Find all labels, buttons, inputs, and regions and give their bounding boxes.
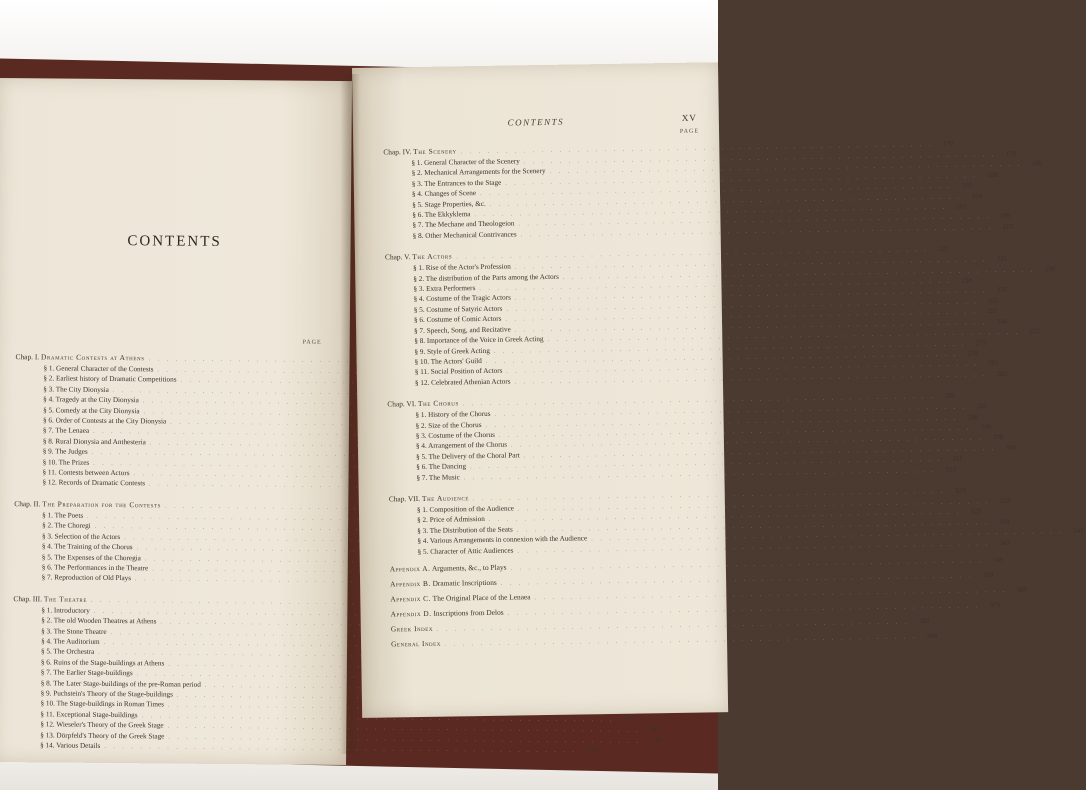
section-title: § 6. The Dancing [416, 462, 467, 472]
right-page [352, 62, 1084, 718]
section-title: § 6. Costume of Comic Actors [413, 314, 502, 325]
chapter-page: 221 [938, 244, 949, 254]
section-title: § 9. Puchstein's Theory of the Stage-buildings [40, 689, 173, 699]
section-title: § 2. Earliest history of Dramatic Competitions [43, 374, 177, 384]
section-title: § 2. The old Wooden Theatres at Athens [41, 616, 157, 626]
contents-heading: CONTENTS [127, 233, 222, 250]
section-page: 341 [1073, 526, 1084, 535]
section-title: § 4. The Training of the Chorus [41, 542, 133, 552]
chapter-name: The Scenery [413, 146, 457, 157]
section-title: § 8. Other Mechanical Contrivances [412, 230, 517, 240]
chapter-number: Chap. III. [13, 593, 43, 604]
appendix-row [390, 631, 938, 649]
dot-leader [501, 573, 974, 586]
section-title: § 2. The Choregi [42, 521, 91, 531]
appendix-page: 368 [1016, 585, 1028, 594]
chapter-row [14, 499, 320, 511]
section-page: 230 [1044, 264, 1056, 273]
section-title: § 1. General Character of the Contests [43, 364, 154, 374]
section-page: 266 [996, 317, 1008, 326]
section-page: 234 [961, 276, 972, 285]
section-page: 282 [996, 369, 1008, 378]
appendix-title [391, 639, 441, 649]
chapter-number: Chap. VI. [387, 399, 417, 409]
appendix-page: 349 [992, 555, 1003, 565]
chapter-number: Chap. IV. [383, 147, 412, 157]
appendix-title [391, 608, 504, 619]
section-title: § 5. Comedy at the City Dionysia [43, 406, 140, 415]
section-title: § 8. Importance of the Voice in Greek Acting [414, 335, 544, 346]
section-page: 186 [1031, 159, 1043, 168]
chapter-name: The Preparation for the Contests [42, 499, 162, 510]
dot-leader [508, 603, 981, 616]
section-title: § 1. History of the Chorus [415, 409, 491, 420]
appendix-row [390, 585, 1028, 604]
page-column-label: PAGE [302, 339, 322, 346]
section-page: 237 [996, 286, 1008, 295]
appendix-name: The Original Place of the Lenaea [432, 592, 531, 603]
appendix-row [389, 555, 1003, 574]
section-title: § 8. Rural Dionysia and Anthesteria [42, 437, 146, 447]
appendix-page: 382 [918, 617, 930, 626]
appendix-row [390, 617, 930, 634]
section-title: § 1. Composition of the Audience [416, 504, 515, 515]
section-title: § 4. The Auditorium [41, 637, 100, 646]
section-title: § 10. The Prizes [42, 458, 90, 467]
running-head: CONTENTS [507, 116, 565, 128]
chapter-title [389, 493, 469, 503]
section-page: 323 [999, 496, 1011, 505]
appendix-title [391, 624, 433, 634]
right-toc [383, 132, 1084, 651]
appendix-number: Greek Index [390, 623, 433, 634]
section-title: § 7. The Earlier Stage-buildings [40, 668, 133, 678]
section-page: 174 [586, 746, 597, 755]
section-title: § 2. Size of the Chorus [415, 420, 482, 430]
section-title: § 6. The Performances in the Theatre [41, 563, 149, 573]
chapter-number: Chap. V. [384, 252, 411, 262]
dot-leader [534, 588, 1007, 601]
appendix-number: Appendix B. [390, 578, 431, 589]
appendix-number: Appendix C. [390, 593, 431, 604]
chapter-name: Dramatic Contests at Athens [40, 352, 145, 363]
section-page: 217 [1002, 222, 1014, 231]
dot-leader [445, 634, 918, 647]
section-title: § 13. Dörpfeld's Theory of the Greek Stage [40, 730, 165, 741]
appendix-number: Appendix A. [389, 563, 431, 574]
section-page: 272 [1029, 327, 1041, 336]
section-title: § 1. Introductory [41, 606, 90, 615]
section-page: 255 [988, 296, 999, 305]
section-title: § 4. Arrangement of the Chorus [415, 440, 508, 451]
chapter-page: 323 [954, 486, 966, 495]
section-title: § 3. The City Dionysia [43, 385, 109, 394]
appendix-row [390, 600, 1001, 619]
right-chapter-list [383, 139, 1084, 558]
appendix-name: Inscriptions from Delos [433, 607, 504, 618]
section-title: § 4. Costume of the Tragic Actors [413, 294, 511, 304]
section-page: 343 [999, 538, 1010, 547]
section-page: 201 [956, 202, 967, 211]
section-page: 188 [987, 170, 998, 179]
section-title: § 9. Style of Greek Acting [414, 346, 490, 356]
section-title: § 2. Mechanical Arrangements for the Scenery [411, 167, 546, 178]
section-page: 144 [650, 736, 661, 745]
section-page: 199 [971, 191, 983, 200]
section-page: 329 [970, 507, 982, 516]
book-gutter [340, 74, 360, 754]
folio-number: XV [681, 112, 697, 123]
section-title: § 3. The Distribution of the Seats [417, 525, 513, 535]
chapter-page: 179 [942, 139, 954, 148]
section-title: § 4. Various Arrangements in connexion with the Audience [417, 534, 588, 546]
section-title: § 3. Extra Performers [413, 284, 476, 294]
appendix-title [390, 563, 507, 574]
section-title: § 5. The Delivery of the Choral Part [416, 451, 520, 461]
section-title: § 10. The Stage-buildings in Roman Times [40, 699, 165, 709]
section-title: § 4. Changes of Scene [411, 189, 477, 199]
section-page: 298 [992, 433, 1004, 442]
section-title: § 11. Social Position of Actors [414, 366, 503, 377]
section-page: 319 [945, 465, 957, 474]
section-title: § 6. Ruins of the Stage-buildings at Athens [40, 658, 165, 668]
section-title: § 2. The distribution of the Parts among the Actors [413, 272, 559, 283]
section-title: § 7. Speech, Song, and Recitative [414, 325, 511, 335]
section-page: 140 [649, 725, 661, 734]
appendix-name: Arguments, &c., to Plays [431, 562, 507, 573]
section-title: § 4. Tragedy at the City Dionysia [43, 395, 139, 405]
section-title: § 11. Exceptional Stage-buildings [40, 710, 138, 720]
section-page: 288 [967, 412, 979, 421]
appendix-page: 386 [926, 631, 938, 641]
chapter-number: Chap. I. [15, 352, 40, 362]
section-title: § 7. The Music [416, 472, 460, 482]
section-page: 305 [1005, 443, 1017, 452]
chapter-number: Chap. II. [14, 499, 41, 509]
section-page: 285 [976, 402, 988, 411]
chapter-title [385, 252, 452, 262]
section-title: § 1. Rise of the Actor's Profession [413, 262, 511, 273]
section-page: 275 [975, 338, 987, 347]
chapter-row [16, 352, 322, 364]
section-page: 311 [952, 454, 963, 463]
chapter-title [16, 352, 145, 362]
section-page: 257 [987, 307, 998, 316]
chapter-title [383, 146, 456, 156]
chapter-name: The Theatre [43, 594, 88, 604]
section-title: § 6. Order of Contests at the City Dionysia [42, 416, 167, 426]
section-page: 179 [1005, 149, 1017, 158]
appendix-page: 359 [982, 570, 994, 580]
appendix-page: 379 [989, 600, 1001, 610]
section-title: § 5. Stage Properties, &c. [412, 199, 486, 209]
dot-leader [510, 558, 983, 571]
section-title: § 3. Selection of the Actors [41, 532, 121, 541]
chapter-page: 285 [944, 391, 956, 400]
section-title: § 9. The Judges [42, 447, 88, 457]
section-title: § 2. Price of Admission [417, 515, 485, 525]
section-title: § 3. The Stone Theatre [41, 626, 107, 636]
appendix-list [389, 555, 1028, 649]
appendix-row [390, 570, 994, 589]
section-page: 281 [988, 359, 999, 368]
chapter-title [387, 398, 459, 408]
section-title: § 5. The Orchestra [40, 647, 95, 657]
chapter-name: The Chorus [417, 398, 459, 409]
section-title: § 7. The Mechane and Theologeion [412, 219, 515, 230]
section-page: 290 [980, 422, 992, 432]
section-page: 221 [996, 254, 1008, 264]
appendix-number: General Index [390, 638, 441, 649]
section-title: § 11. Contests between Actors [42, 468, 130, 478]
chapter-title [13, 594, 87, 604]
section-title: § 12. Wieseler's Theory of the Greek Stage [40, 720, 164, 730]
section-page: 137 [623, 715, 635, 724]
section-title: § 3. Costume of the Chorus [415, 430, 495, 440]
section-page: 278 [967, 349, 979, 358]
section-title: § 5. The Expenses of the Choregia [41, 552, 141, 562]
section-title: § 10. The Actors' Guild [414, 356, 482, 366]
section-title: § 1. The Poets [42, 511, 84, 520]
section-page: 209 [1000, 212, 1011, 221]
appendix-name: Dramatic Inscriptions [432, 577, 497, 588]
page-column-label: PAGE [679, 128, 700, 135]
appendix-title [390, 578, 497, 589]
section-title: § 3. The Entrances to the Stage [411, 178, 502, 188]
chapter-row [13, 594, 319, 606]
section-title: § 14. Various Details [40, 741, 101, 750]
section-title: § 5. Character of Attic Audiences [417, 546, 514, 556]
chapter-name: The Actors [412, 251, 453, 262]
section-title: § 12. Records of Dramatic Contests [42, 478, 146, 488]
section-title: § 7. Reproduction of Old Plays [41, 573, 132, 583]
section-title: § 7. The Lenaea [42, 426, 90, 436]
section-title: § 1. General Character of the Scenery [411, 157, 520, 168]
chapter-name: The Audience [421, 493, 470, 503]
section-title: § 8. The Later Stage-buildings of the pre-Roman period [40, 678, 201, 689]
section-title: § 6. The Ekkyklema [412, 210, 471, 220]
section-page: 334 [998, 517, 1010, 526]
appendix-title [390, 592, 530, 603]
section-title: § 5. Costume of Satyric Actors [413, 304, 503, 314]
section-page: 195 [961, 181, 973, 190]
chapter-title [14, 499, 161, 509]
dot-leader [437, 619, 910, 632]
chapter-number: Chap. VII. [388, 493, 421, 504]
appendix-number: Appendix D. [390, 608, 432, 619]
section-title: § 12. Celebrated Athenian Actors [414, 377, 511, 387]
